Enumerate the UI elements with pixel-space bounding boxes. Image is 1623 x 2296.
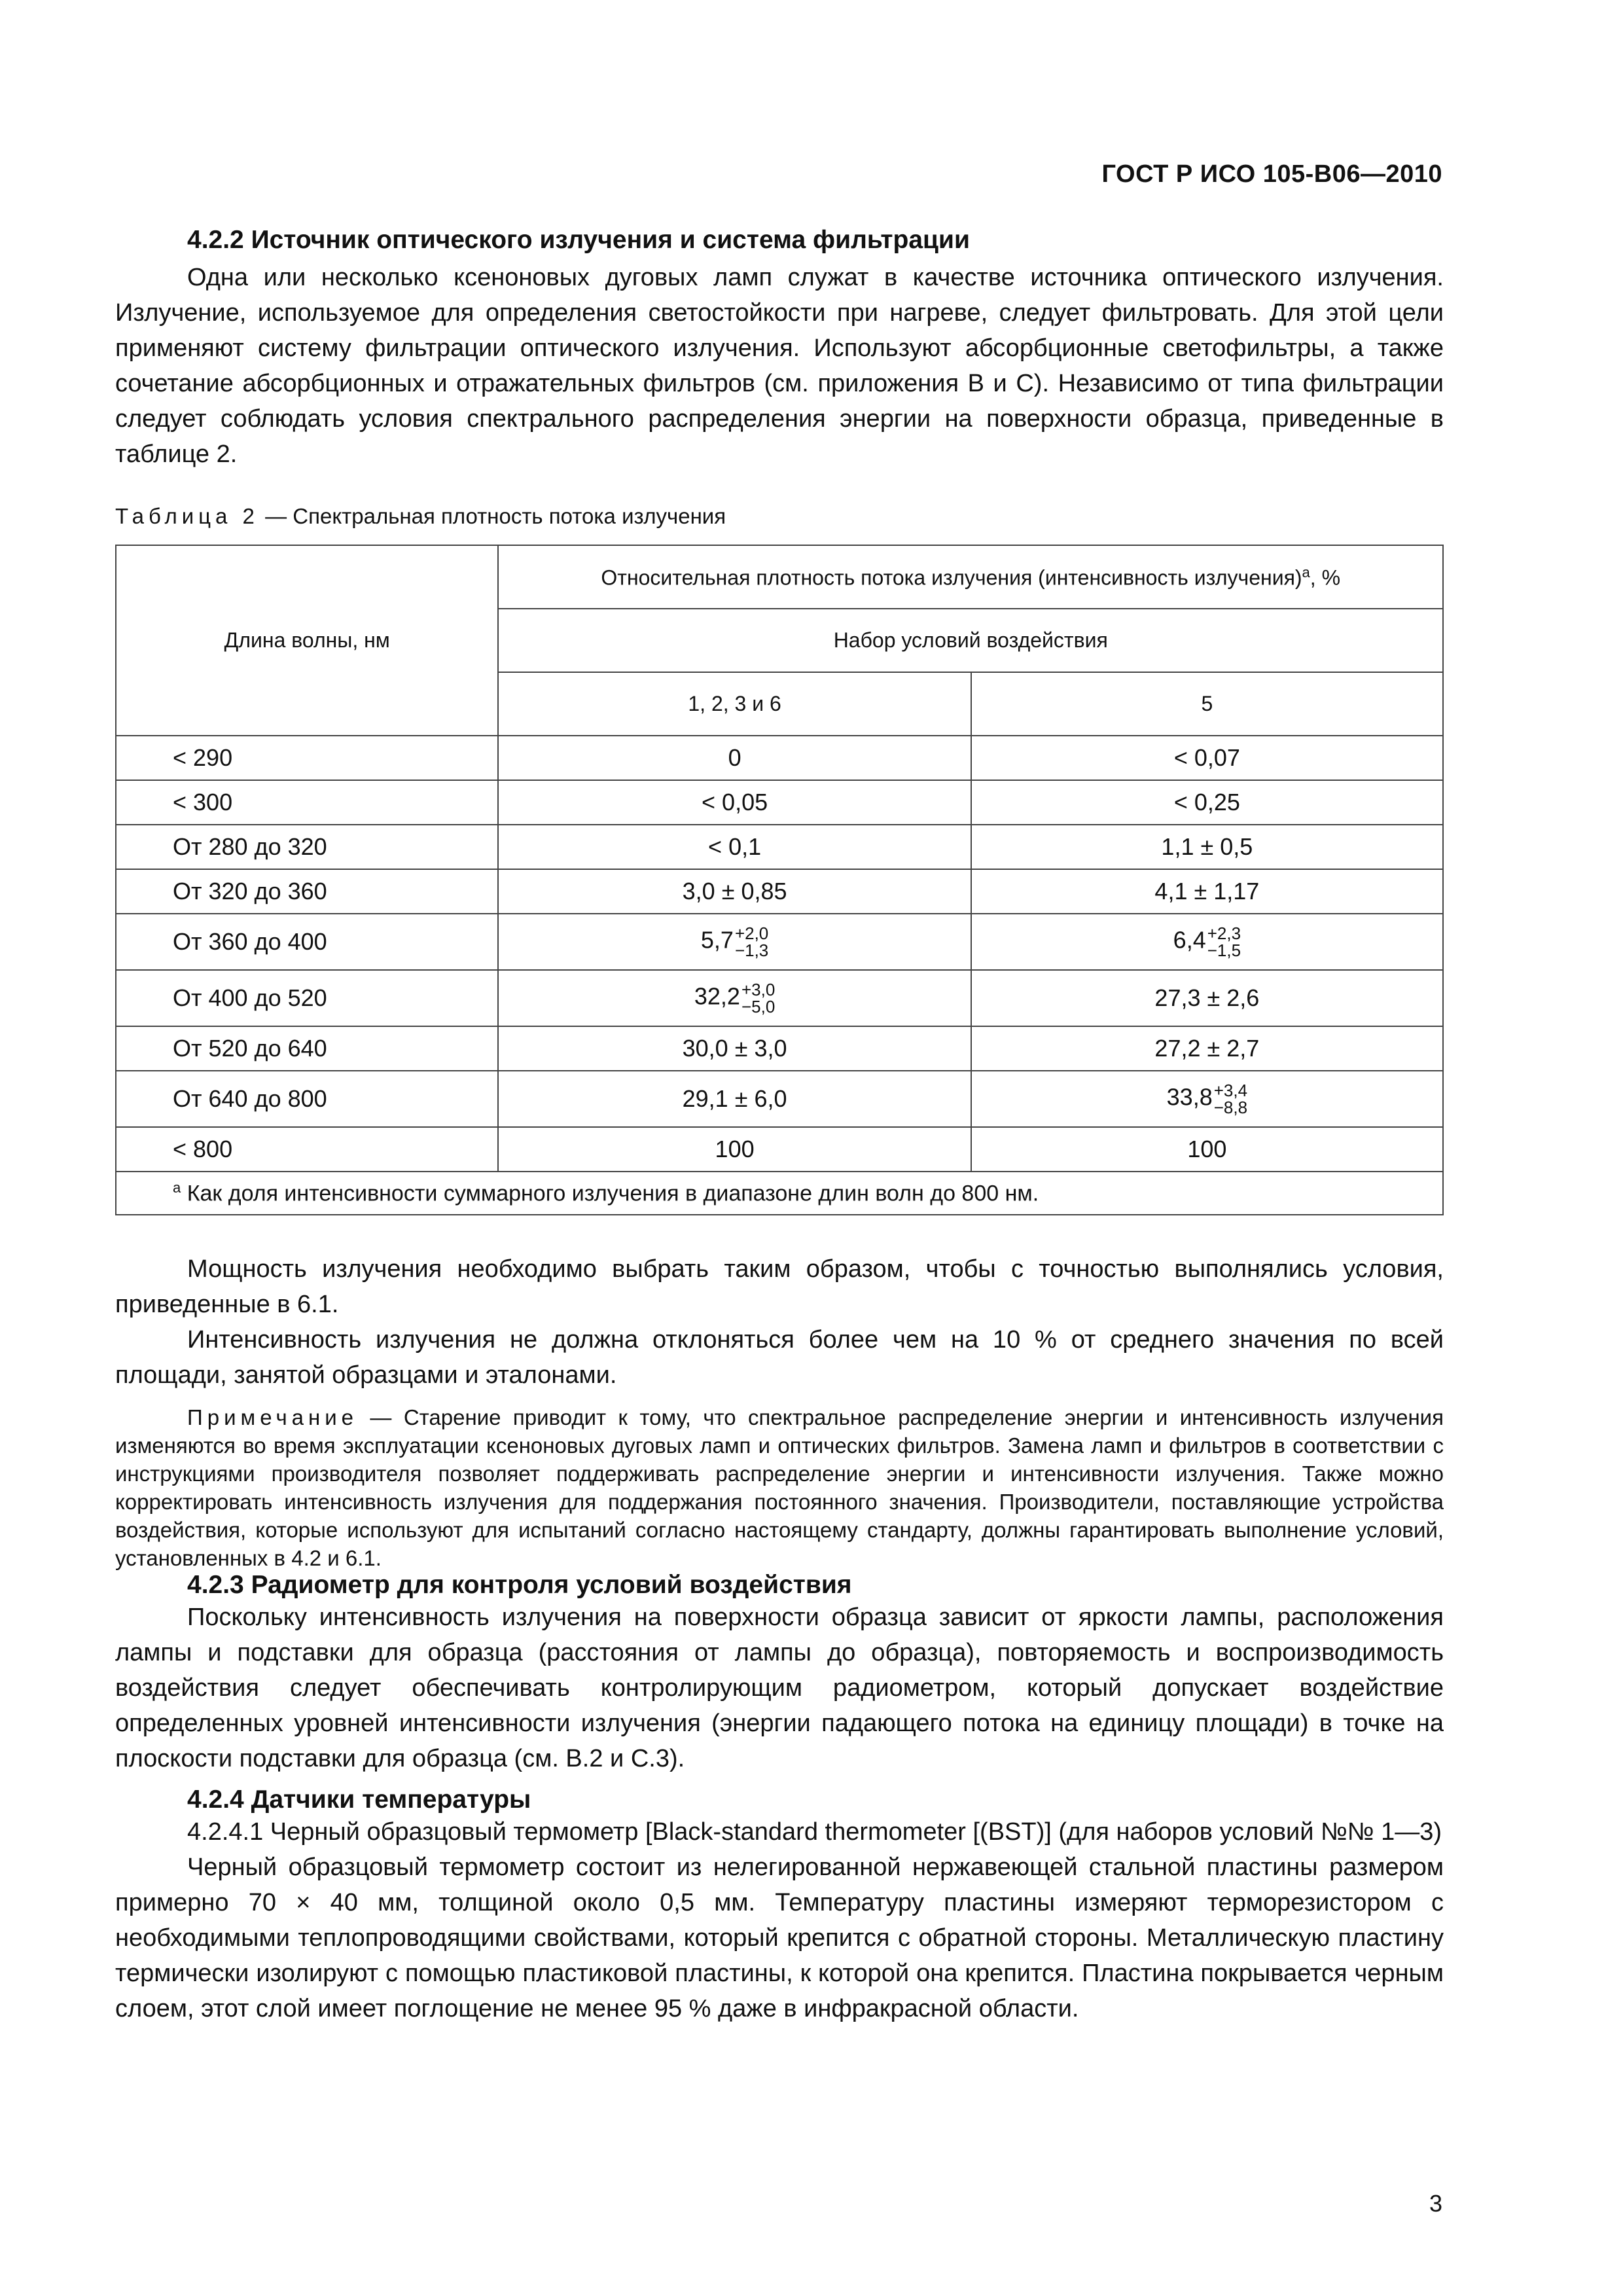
- table-header-set-b: 5: [971, 672, 1443, 736]
- cell-set-b: 27,2 ± 2,7: [971, 1026, 1443, 1071]
- after-table-block: [115, 1251, 1444, 1572]
- table-row: [116, 1127, 1443, 1172]
- table-header-set-a: 1, 2, 3 и 6: [498, 672, 971, 736]
- cell-wavelength: От 640 до 800: [116, 1071, 498, 1127]
- page-number: 3: [1429, 2190, 1442, 2217]
- table-row: [116, 1026, 1443, 1071]
- cell-wavelength: От 400 до 520: [116, 970, 498, 1026]
- tolerance: [1207, 925, 1241, 959]
- table-header-conditions: Набор условий воздействия: [498, 609, 1443, 672]
- tolerance-lower: −1,5: [1207, 941, 1241, 960]
- tolerance: [741, 981, 775, 1015]
- footnote-marker: a: [1302, 564, 1310, 581]
- paragraph: 4.2.4.1 Черный образцовый термометр [Black-standard thermometer [(BST)] (для наборов условий №№ 1—3): [187, 1818, 1442, 1846]
- section-heading: 4.2.3 Радиометр для контроля условий воздействия: [187, 1571, 852, 1599]
- cell-value: 6,4: [1173, 926, 1206, 954]
- table-row: [116, 1071, 1443, 1127]
- tolerance-upper: +3,0: [741, 980, 776, 999]
- tolerance-upper: +2,0: [734, 924, 769, 943]
- cell-wavelength: От 360 до 400: [116, 914, 498, 970]
- note-label: Примечание: [187, 1405, 359, 1429]
- cell-set-a: [498, 914, 971, 970]
- section-4-2-2: [115, 226, 1444, 472]
- cell-wavelength: < 290: [116, 736, 498, 780]
- table-row: [116, 869, 1443, 914]
- cell-set-b: < 0,07: [971, 736, 1443, 780]
- table-footnote: [116, 1172, 1443, 1215]
- cell-set-b: 4,1 ± 1,17: [971, 869, 1443, 914]
- note-text: — Старение приводит к тому, что спектральное распределение энергии и интенсивность излучения изменяются во время эксплуатации ксеноновых дуговых ламп и оптических фильтров. Замена ламп и фильтров в соответствии с инструкциями производителя позволяет поддерживать распределение энергии и интенсивности излучения. Также можно корректировать интенсивность излучения для поддержания постоянного значения. Производители, поставляющие устройства воздействия, которые используют для испытаний согласно настоящему стандарту, должны гарантировать выполнение условий, установленных в 4.2 и 6.1.: [115, 1405, 1444, 1570]
- cell-set-a: 29,1 ± 6,0: [498, 1071, 971, 1127]
- cell-value: 33,8: [1166, 1083, 1213, 1111]
- table-row: [116, 780, 1443, 825]
- cell-set-b: 1,1 ± 0,5: [971, 825, 1443, 869]
- cell-set-b: [971, 914, 1443, 970]
- footnote-marker: a: [173, 1179, 181, 1196]
- section-heading: 4.2.4 Датчики температуры: [187, 1785, 531, 1814]
- cell-wavelength: От 320 до 360: [116, 869, 498, 914]
- cell-wavelength: < 800: [116, 1127, 498, 1172]
- section-4-2-4: [115, 1785, 1444, 2026]
- tolerance-upper: +2,3: [1207, 924, 1241, 943]
- table-footnote-row: [116, 1172, 1443, 1215]
- paragraph: Интенсивность излучения не должна отклоняться более чем на 10 % от среднего значения по всей площади, занятой образцами и эталонами.: [115, 1326, 1444, 1389]
- document-header: ГОСТ Р ИСО 105-B06—2010: [1101, 160, 1442, 188]
- cell-set-a: 3,0 ± 0,85: [498, 869, 971, 914]
- tolerance-lower: −5,0: [741, 997, 776, 1016]
- paragraph: Черный образцовый термометр состоит из нелегированной нержавеющей стальной пластины размером примерно 70 × 40 мм, толщиной около 0,5 мм. Температуру пластины измеряют терморезистором с необходимыми теплопроводящими свойствами, который крепится с обратной стороны. Металлическую пластину термически изолируют с помощью пластиковой пластины, к которой она крепится. Пластина покрывается черным слоем, этот слой имеет поглощение не менее 95 % даже в инфракрасной области.: [115, 1854, 1444, 2022]
- tolerance: [735, 925, 768, 959]
- cell-value: 32,2: [694, 982, 740, 1010]
- paragraph: Мощность излучения необходимо выбрать таким образом, чтобы с точностью выполнялись условия, приведенные в 6.1.: [115, 1255, 1444, 1318]
- cell-set-a: [498, 970, 971, 1026]
- paragraph: Поскольку интенсивность излучения на поверхности образца зависит от яркости лампы, расположения лампы и подставки для образца (расстояния от лампы до образца), повторяемость и воспроизводимость воздействия следует обеспечивать контролирующим радиометром, который допускает воздействие определенных уровней интенсивности излучения (энергии падающего потока на единицу площади) в точке на плоскости подставки для образца (см. B.2 и C.3).: [115, 1604, 1444, 1772]
- cell-set-b: [971, 1071, 1443, 1127]
- cell-set-b: 27,3 ± 2,6: [971, 970, 1443, 1026]
- section-heading: 4.2.2 Источник оптического излучения и система фильтрации: [187, 226, 970, 254]
- cell-wavelength: < 300: [116, 780, 498, 825]
- tolerance-lower: −1,3: [734, 941, 769, 960]
- table-caption-text: — Спектральная плотность потока излучения: [259, 504, 726, 528]
- paragraph: Одна или несколько ксеноновых дуговых ламп служат в качестве источника оптического излучения. Излучение, используемое для определения светостойкости при нагреве, следует фильтровать. Для этой цели применяют систему фильтрации оптического излучения. Используют абсорбционные светофильтры, а также сочетание абсорбционных и отражательных фильтров (см. приложения B и C). Независимо от типа фильтрации следует соблюдать условия спектрального распределения энергии на поверхности образца, приведенные в таблице 2.: [115, 264, 1444, 468]
- table-row: [116, 825, 1443, 869]
- cell-set-a: < 0,05: [498, 780, 971, 825]
- tolerance-lower: −8,8: [1213, 1098, 1248, 1117]
- table-row: [116, 914, 1443, 970]
- tolerance-upper: +3,4: [1213, 1081, 1248, 1100]
- cell-set-b: < 0,25: [971, 780, 1443, 825]
- table-caption-label: Таблица 2: [115, 504, 259, 528]
- section-4-2-3: [115, 1571, 1444, 1776]
- cell-set-a: 0: [498, 736, 971, 780]
- note: [115, 1403, 1444, 1572]
- table-header-wavelength: Длина волны, нм: [116, 545, 498, 736]
- footnote-text: Как доля интенсивности суммарного излучения в диапазоне длин волн до 800 нм.: [181, 1181, 1039, 1206]
- cell-set-a: < 0,1: [498, 825, 971, 869]
- table-header-relative-text: Относительная плотность потока излучения (интенсивность излучения): [601, 565, 1302, 590]
- table-header-relative-unit: , %: [1310, 565, 1341, 590]
- table-header-relative: [498, 545, 1443, 609]
- tolerance: [1214, 1082, 1247, 1116]
- cell-set-b: 100: [971, 1127, 1443, 1172]
- cell-wavelength: От 280 до 320: [116, 825, 498, 869]
- cell-set-a: 100: [498, 1127, 971, 1172]
- cell-wavelength: От 520 до 640: [116, 1026, 498, 1071]
- table-row: [116, 970, 1443, 1026]
- cell-set-a: 30,0 ± 3,0: [498, 1026, 971, 1071]
- spectral-table: [115, 545, 1444, 1215]
- table-caption: [115, 504, 726, 529]
- table-row: [116, 736, 1443, 780]
- cell-value: 5,7: [700, 926, 734, 954]
